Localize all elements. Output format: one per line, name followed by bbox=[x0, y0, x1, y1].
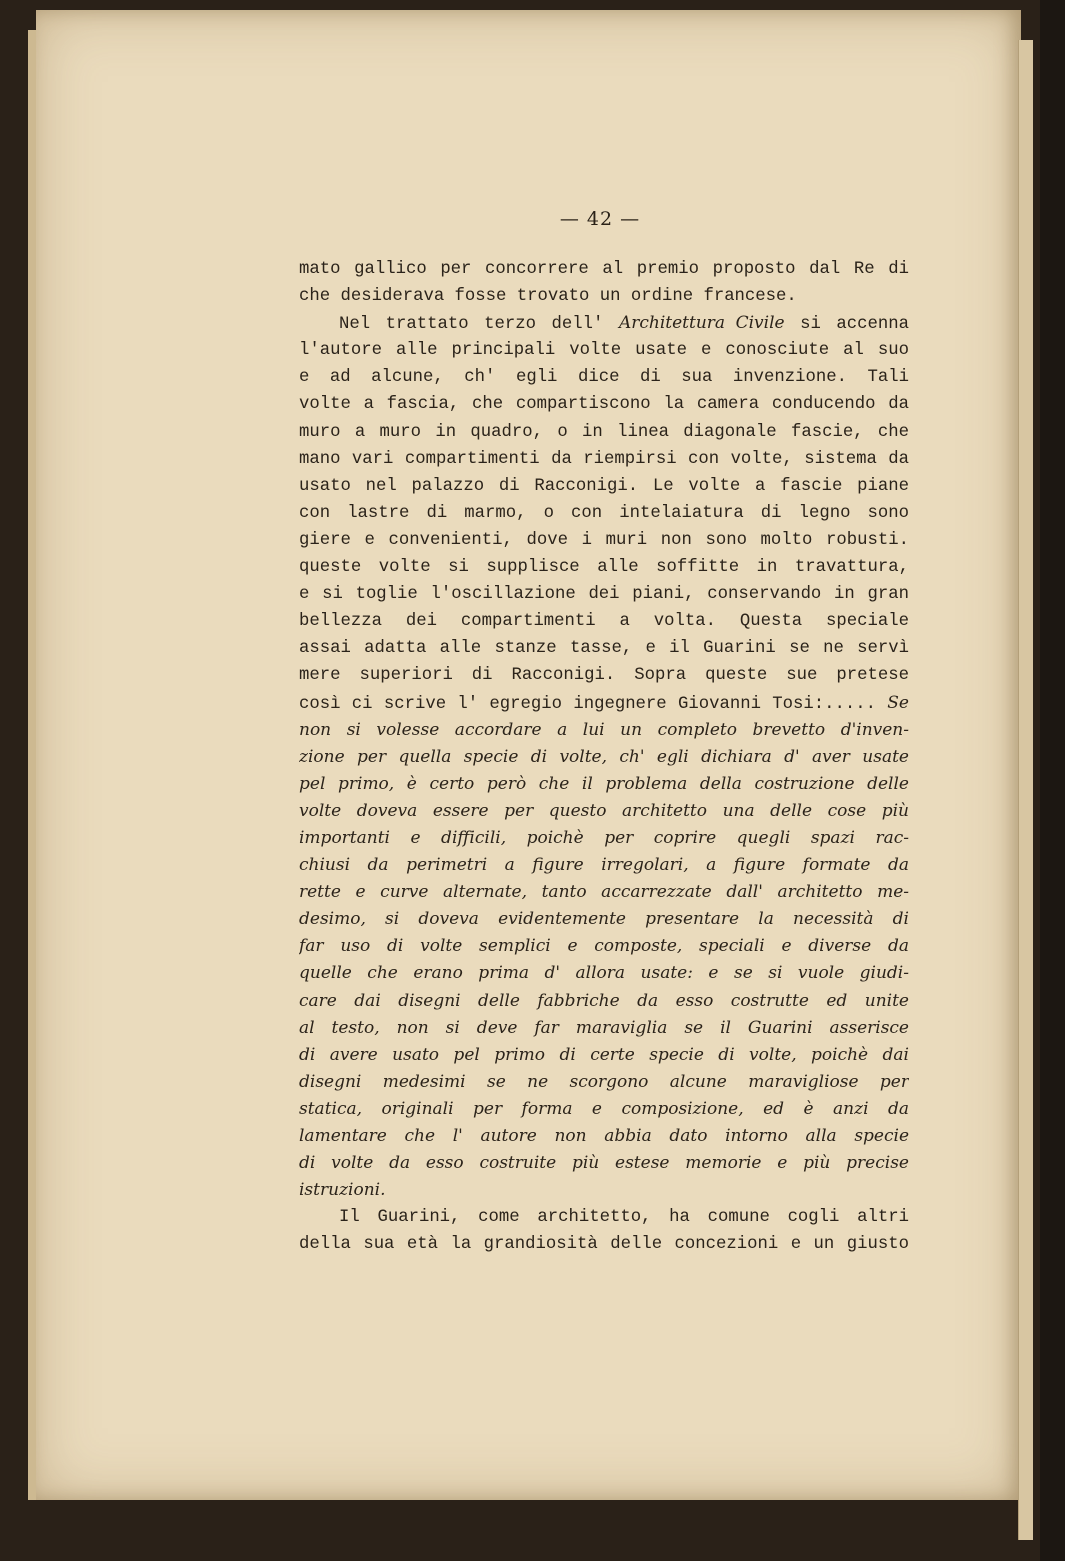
text-line bbox=[299, 988, 909, 1015]
italic-text-segment: non si volesse accordare a lui un completo brevetto d'inven- bbox=[299, 719, 909, 740]
italic-text-segment: importanti e difficili, poichè per coprire quegli spazi rac- bbox=[299, 827, 909, 848]
text-line bbox=[299, 1042, 909, 1069]
italic-text-segment: chiusi da perimetri a figure irregolari, a figure formate da bbox=[299, 855, 909, 876]
text-segment: l'autore alle principali volte usate e conosciute al suo bbox=[299, 341, 909, 361]
text-line bbox=[299, 852, 909, 879]
text-line bbox=[299, 337, 909, 364]
text-line bbox=[299, 906, 909, 933]
body-text bbox=[299, 256, 909, 1258]
text-line bbox=[299, 1069, 909, 1096]
text-line bbox=[299, 473, 909, 500]
text-line bbox=[299, 256, 909, 283]
italic-text-segment: far uso di volte semplici e composte, speciali e diverse da bbox=[299, 936, 909, 957]
text-line bbox=[299, 1096, 909, 1123]
text-line bbox=[299, 635, 909, 662]
text-line bbox=[299, 744, 909, 771]
text-segment: che desiderava fosse trovato un ordine francese. bbox=[299, 287, 797, 307]
italic-text-segment: desimo, si doveva evidentemente presentare la necessità di bbox=[299, 909, 909, 930]
text-line bbox=[299, 1015, 909, 1042]
text-segment: così ci scrive l' egregio ingegnere Giovanni Tosi:..... bbox=[299, 694, 888, 714]
text-line bbox=[299, 1177, 909, 1204]
text-line bbox=[299, 419, 909, 446]
text-segment: si accenna bbox=[800, 315, 909, 335]
text-segment: Il Guarini, come architetto, ha comune cogli altri bbox=[339, 1208, 909, 1228]
italic-text-segment: lamentare che l' autore non abbia dato intorno alla specie bbox=[299, 1126, 909, 1146]
italic-text-segment: statica, originali per forma e composizione, ed è anzi da bbox=[299, 1098, 909, 1119]
italic-text-segment: Se bbox=[887, 692, 909, 713]
italic-text-segment: care dai disegni delle fabbriche da esso costrutte ed unite bbox=[299, 990, 909, 1011]
text-segment: queste volte si supplisce alle soffitte in travattura, bbox=[299, 558, 909, 578]
text-segment: bellezza dei compartimenti a volta. Questa speciale bbox=[299, 612, 909, 632]
text-segment: usato nel palazzo di Racconigi. Le volte a fascie piane bbox=[299, 476, 909, 496]
text-line bbox=[299, 798, 909, 825]
text-line bbox=[299, 662, 909, 689]
text-segment: Nel trattato terzo dell' bbox=[339, 315, 619, 335]
text-segment: mere superiori di Racconigi. Sopra queste sue pretese bbox=[299, 666, 909, 686]
text-segment: della sua età la grandiosità delle concezioni e un giusto bbox=[299, 1235, 909, 1255]
text-segment: mato gallico per concorrere al premio proposto dal Re di bbox=[299, 260, 909, 279]
text-segment: muro a muro in quadro, o in linea diagonale fascie, che bbox=[299, 422, 909, 442]
text-line bbox=[299, 554, 909, 581]
italic-text-segment: di volte da esso costruite più estese memorie e più precise bbox=[299, 1153, 909, 1174]
text-segment: assai adatta alle stanze tasse, e il Guarini se ne servì bbox=[299, 639, 909, 659]
italic-text-segment: istruzioni. bbox=[299, 1180, 386, 1201]
text-line bbox=[299, 391, 909, 418]
text-segment: mano vari compartimenti da riempirsi con volte, sistema da bbox=[299, 449, 909, 469]
italic-text-segment: quelle che erano prima d' allora usate: e se si vuole giudi- bbox=[299, 963, 909, 984]
text-segment: e si toglie l'oscillazione dei piani, conservando in gran bbox=[299, 585, 909, 605]
italic-text-segment: al testo, non si deve far maraviglia se il Guarini asserisce bbox=[299, 1017, 909, 1038]
italic-text-segment: rette e curve alternate, tanto accarrezzate dall' architetto me- bbox=[299, 882, 909, 903]
text-line bbox=[299, 879, 909, 906]
text-line bbox=[299, 364, 909, 391]
text-line bbox=[299, 1123, 909, 1150]
text-line bbox=[299, 1231, 909, 1258]
text-line bbox=[299, 500, 909, 527]
italic-text-segment: zione per quella specie di volte, ch' egli dichiara d' aver usate bbox=[299, 746, 909, 767]
italic-text-segment: pel primo, è certo però che il problema della costruzione delle bbox=[299, 773, 909, 794]
text-line bbox=[299, 310, 909, 337]
text-line bbox=[299, 283, 909, 310]
page-number: — 42 — bbox=[559, 208, 641, 230]
text-line bbox=[299, 717, 909, 744]
text-line bbox=[299, 960, 909, 987]
text-segment: giere e convenienti, dove i muri non sono molto robusti. bbox=[299, 530, 909, 550]
text-line bbox=[299, 608, 909, 635]
text-line bbox=[299, 527, 909, 554]
text-line bbox=[299, 1204, 909, 1231]
text-line bbox=[299, 771, 909, 798]
italic-text-segment: disegni medesimi se ne scorgono alcune maravigliose per bbox=[299, 1071, 909, 1092]
italic-text-segment: volte doveva essere per questo architetto una delle cose più bbox=[299, 800, 909, 821]
text-segment: e ad alcune, ch' egli dice di sua invenzione. Tali bbox=[299, 368, 909, 388]
page-edge-right bbox=[1018, 40, 1033, 1540]
text-line bbox=[299, 1150, 909, 1177]
text-line bbox=[299, 933, 909, 960]
text-line bbox=[299, 690, 909, 717]
italic-text-segment: di avere usato pel primo di certe specie di volte, poichè dai bbox=[299, 1044, 909, 1065]
text-line bbox=[299, 825, 909, 852]
book-binding bbox=[1040, 0, 1065, 1561]
text-line bbox=[299, 446, 909, 473]
text-segment: volte a fascia, che compartiscono la camera conducendo da bbox=[299, 395, 909, 415]
text-segment: con lastre di marmo, o con intelaiatura di legno sono bbox=[299, 503, 909, 523]
text-line bbox=[299, 581, 909, 608]
italic-text-segment: Architettura Civile bbox=[618, 313, 785, 334]
